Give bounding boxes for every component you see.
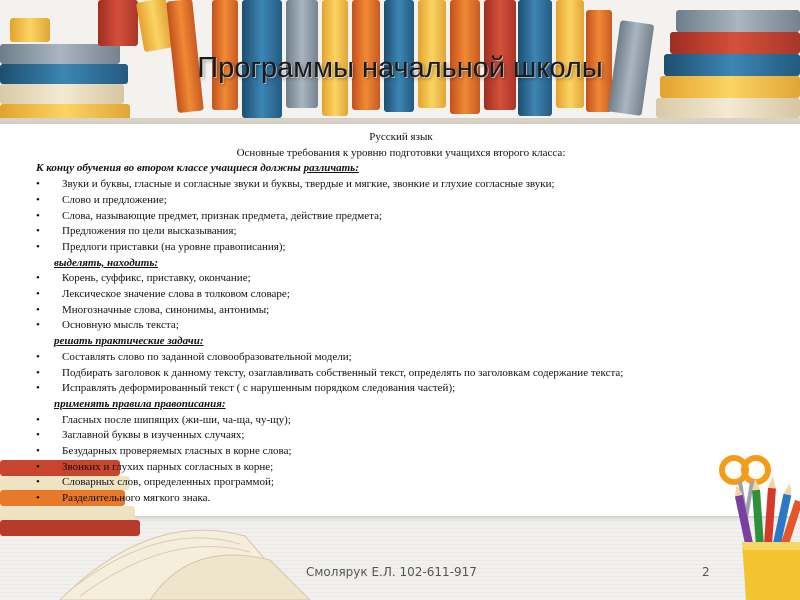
bullet-icon: • xyxy=(36,193,40,206)
list-item xyxy=(36,318,766,334)
list-item-text: Словарных слов, определенных программой; xyxy=(62,476,274,489)
list-item xyxy=(36,381,766,397)
list-item xyxy=(36,271,766,287)
bullet-icon: • xyxy=(36,225,40,238)
list-item xyxy=(36,240,766,256)
list-item xyxy=(36,209,766,225)
list-item xyxy=(36,366,766,382)
bullet-icon: • xyxy=(36,350,40,363)
subject-heading: Русский язык xyxy=(369,131,433,143)
list-item-text: Заглавной буквы в изученных случаях; xyxy=(62,429,245,442)
list-item-text: Звуки и буквы, гласные и согласные звуки и буквы, твердые и мягкие, звонкие и глухие согласные звуки; xyxy=(62,178,555,191)
bullet-icon: • xyxy=(36,366,40,379)
list-item-text: Предлоги приставки (на уровне правописания); xyxy=(62,240,286,253)
list-item-text: Исправлять деформированный текст ( с нарушенным порядком следования частей); xyxy=(62,382,456,395)
list-item xyxy=(36,303,766,319)
bullet-icon: • xyxy=(36,476,40,489)
list-item xyxy=(36,428,766,444)
list-item-text: Звонких и глухих парных согласных в корне; xyxy=(62,460,274,473)
bullet-icon: • xyxy=(36,178,40,191)
intro-prefix: К концу обучения во втором классе учащиеся должны xyxy=(36,162,304,175)
list-item xyxy=(36,475,766,491)
bullet-icon: • xyxy=(36,272,40,285)
list-item-text: Лексическое значение слова в толковом словаре; xyxy=(62,288,290,301)
list-item-text: Разделительного мягкого знака. xyxy=(62,492,211,505)
list-item-text: Слова, называющие предмет, признак предмета, действие предмета; xyxy=(62,209,383,222)
list-item-text: Безударных проверяемых гласных в корне слова; xyxy=(62,445,292,458)
list-item xyxy=(36,350,766,366)
list-item-text: Корень, суффикс, приставку, окончание; xyxy=(62,272,251,285)
bullet-icon: • xyxy=(36,460,40,473)
list-item-text: Подбирать заголовок к данному тексту, озаглавливать собственный текст, определять по заголовкам содержание текста; xyxy=(62,366,624,379)
list-item xyxy=(36,193,766,209)
bullet-icon: • xyxy=(36,319,40,332)
list-item-text: Гласных после шипящих (жи-ши, ча-ща, чу-щу); xyxy=(62,413,291,426)
list-item-text: Составлять слово по заданной словообразовательной модели; xyxy=(62,350,352,363)
page-number: 2 xyxy=(702,565,710,579)
section-heading: выделять, находить: xyxy=(54,256,159,269)
bullet-icon: • xyxy=(36,303,40,316)
list-item xyxy=(36,287,766,303)
list-item xyxy=(36,224,766,240)
bullet-icon: • xyxy=(36,240,40,253)
bullet-icon: • xyxy=(36,209,40,222)
list-item-text: Слово и предложение; xyxy=(62,193,167,206)
bullet-icon: • xyxy=(36,429,40,442)
requirements-heading: Основные требования к уровню подготовки учащихся второго класса: xyxy=(236,146,566,159)
bullet-icon: • xyxy=(36,492,40,505)
requirements-sections xyxy=(36,177,766,507)
intro-verb: различать: xyxy=(303,162,359,175)
footer-author: Смолярук Е.Л. 102-611-917 xyxy=(306,565,477,579)
bullet-icon: • xyxy=(36,382,40,395)
section-heading: применять правила правописания: xyxy=(54,397,226,410)
curriculum-content xyxy=(36,130,766,507)
list-item-text: Основную мысль текста; xyxy=(62,319,179,332)
list-item xyxy=(36,444,766,460)
list-item xyxy=(36,460,766,476)
bullet-icon: • xyxy=(36,445,40,458)
list-item xyxy=(36,413,766,429)
intro-line xyxy=(36,161,766,177)
bullet-icon: • xyxy=(36,413,40,426)
slide-title: Программы начальной школы xyxy=(197,52,603,84)
list-item xyxy=(36,177,766,193)
list-item xyxy=(36,491,766,507)
bullet-icon: • xyxy=(36,288,40,301)
list-item-text: Предложения по цели высказывания; xyxy=(62,225,237,238)
list-item-text: Многозначные слова, синонимы, антонимы; xyxy=(62,303,270,316)
section-heading: решать практические задачи: xyxy=(54,335,204,348)
